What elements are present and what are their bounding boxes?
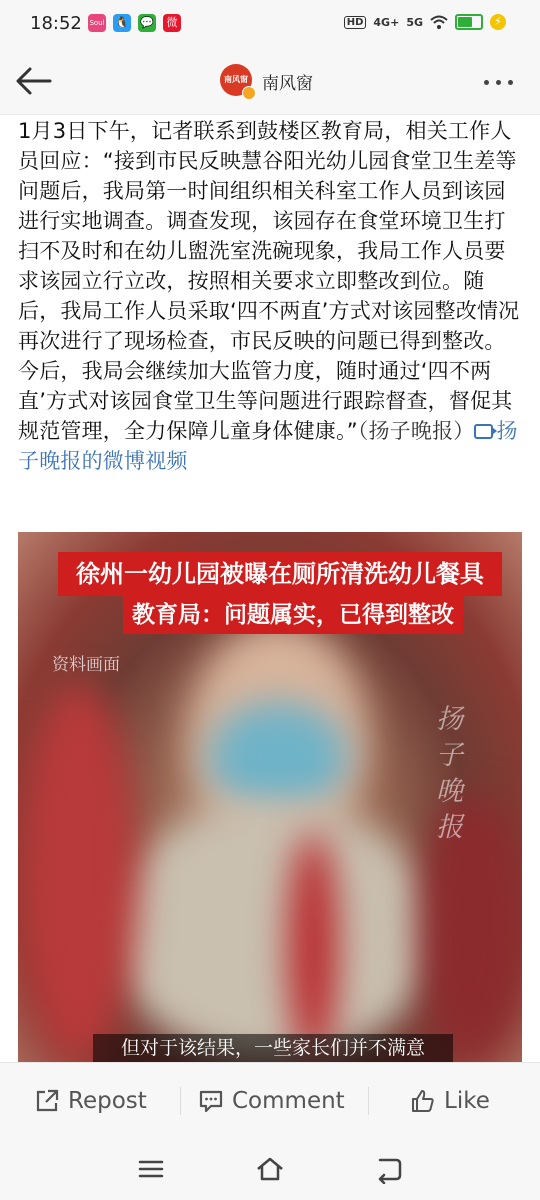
video-link-label: 扬子晚报的微博视频 [18, 419, 518, 473]
system-indicators [344, 14, 506, 30]
more-options-icon[interactable] [484, 70, 530, 94]
article-body [18, 116, 524, 476]
action-bar [0, 1062, 540, 1139]
article-text: 1月3日下午，记者联系到鼓楼区教育局，相关工作人员回应：“接到市民反映慧谷阳光幼儿园食堂卫生差等问题后，我局第一时间组织相关科室工作人员到该园进行实地调查。调查发现，该园存在食堂环境卫生打扫不及时和在幼儿盥洗室洗碗现象，我局工作人员要求该园立行立改，按照相关要求立即整改到位。随后，我局工作人员采取‘四不两直’方式对该园整改情况再次进行了现场检查，市民反映的问题已得到整改。今后，我局会继续加大监管力度，随时通过‘四不两直’方式对该园食堂卫生等问题进行跟踪督查，督促其规范管理，全力保障儿童身体健康。” [18, 119, 520, 443]
video-subtitle: 但对于该结果，一些家长们并不满意 [93, 1034, 453, 1062]
comment-button[interactable] [198, 1083, 345, 1119]
thumbs-up-icon [410, 1088, 436, 1114]
battery-icon [455, 14, 483, 30]
video-player[interactable] [18, 532, 522, 1062]
home-icon[interactable] [255, 1154, 285, 1184]
hd-icon: HD [344, 16, 367, 29]
watermark: 扬子晚报 [436, 704, 463, 843]
system-nav-bar [0, 1138, 540, 1200]
signal-4g-icon: 4G+ [373, 15, 400, 29]
soul-app-icon: Soul [88, 14, 106, 32]
back-arrow-icon[interactable] [14, 64, 54, 98]
status-time: 18:52 [30, 13, 82, 34]
status-bar [0, 0, 540, 48]
article-source: （扬子晚报） [357, 419, 475, 443]
archive-footage-label: 资料画面 [52, 655, 120, 675]
comment-label: Comment [232, 1088, 345, 1114]
charging-icon: ⚡ [490, 14, 506, 30]
back-icon[interactable] [374, 1154, 404, 1184]
notification-icons [88, 14, 181, 32]
menu-icon[interactable] [136, 1154, 166, 1184]
like-button[interactable] [410, 1083, 490, 1119]
wifi-icon [430, 15, 448, 29]
account-name[interactable]: 南风窗 [262, 74, 313, 94]
comment-icon [198, 1088, 224, 1114]
repost-button[interactable] [34, 1083, 147, 1119]
signal-5g-icon: 5G [406, 15, 423, 29]
repost-icon [34, 1088, 60, 1114]
verified-badge-icon [242, 86, 256, 100]
account-avatar[interactable]: 南风窗 [220, 64, 252, 96]
wechat-icon: 💬 [138, 14, 156, 32]
like-label: Like [444, 1088, 490, 1114]
repost-label: Repost [68, 1088, 147, 1114]
qq-icon: 🐧 [113, 14, 131, 32]
weibo-icon: 微 [163, 14, 181, 32]
video-headline: 徐州一幼儿园被曝在厕所清洗幼儿餐具 [58, 552, 502, 596]
video-link-icon [474, 424, 493, 439]
video-subheadline: 教育局：问题属实，已得到整改 [123, 596, 463, 634]
top-nav-bar [0, 48, 540, 115]
